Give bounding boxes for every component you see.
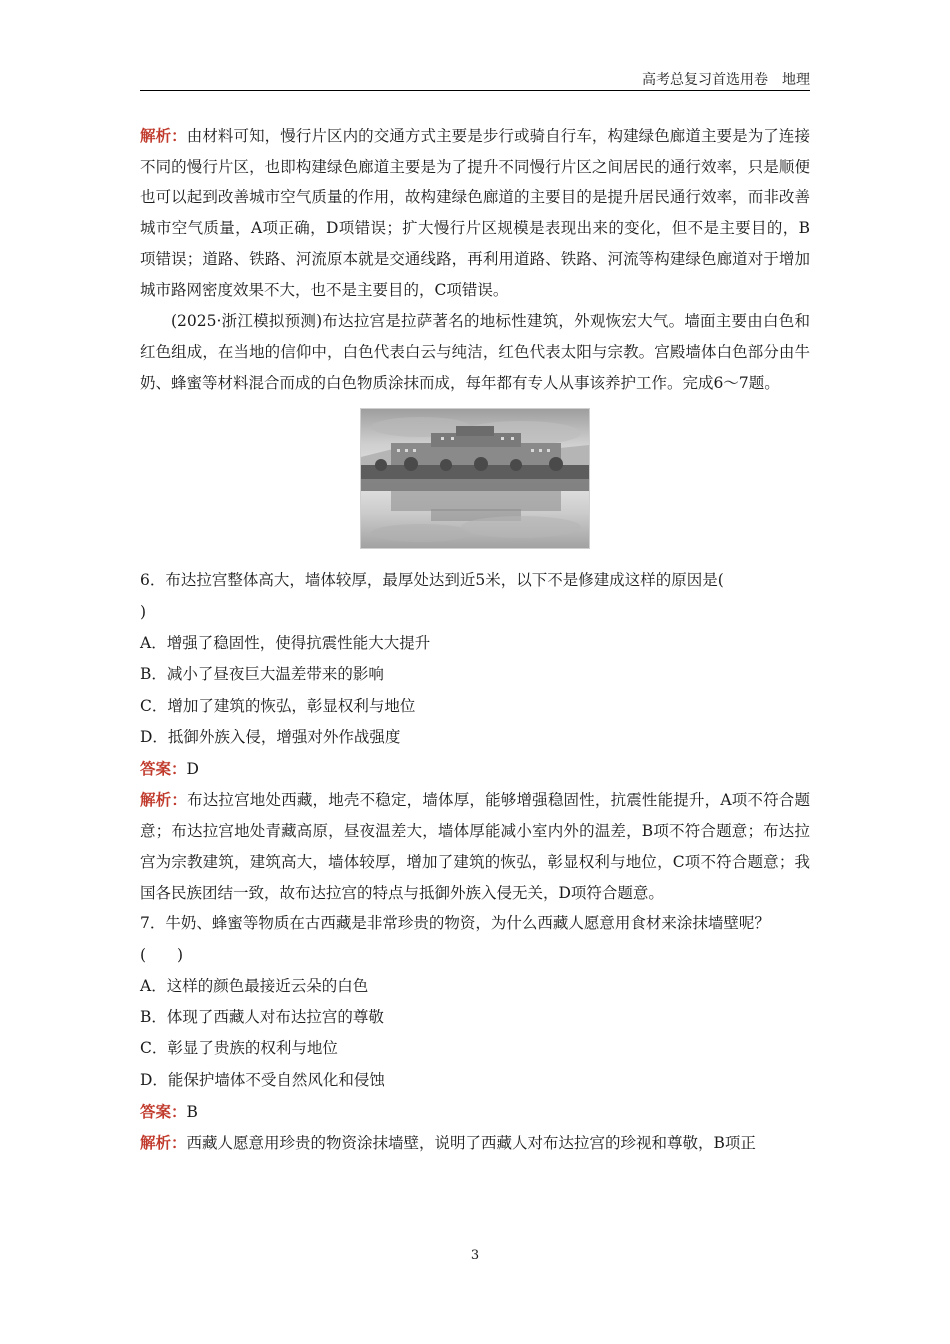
answer-label: 答案：: [140, 759, 187, 779]
answer-label: 答案：: [140, 1102, 187, 1121]
q6-option-c: C．增加了建筑的恢弘，彰显权利与地位: [140, 696, 416, 715]
q7-analysis: [140, 1128, 810, 1159]
page-header: 高考总复习首选用卷 地理: [642, 72, 810, 88]
q6-option-a: A．增强了稳固性，使得抗震性能大大提升: [140, 633, 431, 652]
q7-option-c: C．彰显了贵族的权利与地位: [140, 1039, 338, 1058]
q7-option-a: A．这样的颜色最接近云朵的白色: [140, 976, 369, 995]
analysis-q5: [140, 121, 810, 305]
q6-stem: 6．布达拉宫整体高大，墙体较厚，最厚处达到近5米，以下不是修建成这样的原因是(: [140, 571, 724, 590]
answer-value: B: [186, 1103, 198, 1121]
header-rule: [140, 90, 810, 91]
analysis-text: 西藏人愿意用珍贵的物资涂抹墙壁，说明了西藏人对布达拉宫的珍视和尊敬，B项正: [186, 1134, 756, 1153]
analysis-text: 由材料可知，慢行片区内的交通方式主要是步行或骑自行车，构建绿色廊道主要是为了连接不同的慢行片区，也即构建绿色廊道主要是为了提升不同慢行片区之间居民的通行效率，只是顺便也可以起到改善城市空气质量的作用，故构建绿色廊道的主要目的是提升居民通行效率，而非改善城市空气质量，A项正确，D项错误；扩大慢行片区规模是表现出来的变化，但不是主要目的，B项错误；道路、铁路、河流原本就是交通线路，再利用道路、铁路、河流等构建绿色廊道对于增加城市路网密度效果不大，也不是主要目的，C项错误。: [140, 127, 810, 299]
analysis-label: 解析：: [140, 126, 187, 145]
analysis-label: 解析：: [140, 1133, 187, 1153]
page-content: [140, 121, 810, 1159]
q7-stem: 7．牛奶、蜂蜜等物质在古西藏是非常珍贵的物资，为什么西藏人愿意用食材来涂抹墙壁呢？: [140, 914, 770, 933]
analysis-text: 布达拉宫地处西藏，地壳不稳定，墙体厚，能够增强稳固性，抗震性能提升，A项不符合题意；布达拉宫地处青藏高原，昼夜温差大，墙体厚能减小室内外的温差，B项不符合题意；布达拉宫为宗教建筑，建筑高大，墙体较厚，增加了建筑的恢弘，彰显权利与地位，C项不符合题意；我国各民族团结一致，故布达拉宫的特点与抵御外族入侵无关，D项符合题意。: [140, 791, 810, 902]
q7-option-d: D．能保护墙体不受自然风化和侵蚀: [140, 1070, 385, 1089]
potala-palace-image: [361, 409, 589, 548]
q6-answer: [140, 753, 810, 785]
q6-option-d: D．抵御外族入侵，增强对外作战强度: [140, 727, 401, 746]
q7-stem-end: ( ): [140, 945, 184, 964]
material-text: (2025·浙江模拟预测)布达拉宫是拉萨著名的地标性建筑，外观恢宏大气。墙面主要由白色和红色组成，在当地的信仰中，白色代表白云与纯洁，红色代表太阳与宗教。宫殿墙体白色部分由牛奶、蜂蜜等材料混合而成的白色物质涂抹而成，每年都有专人从事该养护工作。完成6～7题。: [140, 312, 810, 392]
q7-option-b: B．体现了西藏人对布达拉宫的尊敬: [140, 1008, 384, 1027]
answer-value: D: [186, 760, 199, 779]
q6-analysis: [140, 785, 810, 908]
potala-palace-photo: [360, 408, 590, 549]
q6-stem-end: ): [140, 602, 147, 621]
page-number: 3: [470, 1248, 480, 1263]
q6-option-b: B．减小了昼夜巨大温差带来的影响: [140, 665, 384, 684]
analysis-label: 解析：: [140, 790, 188, 810]
q7-answer: [140, 1096, 810, 1128]
